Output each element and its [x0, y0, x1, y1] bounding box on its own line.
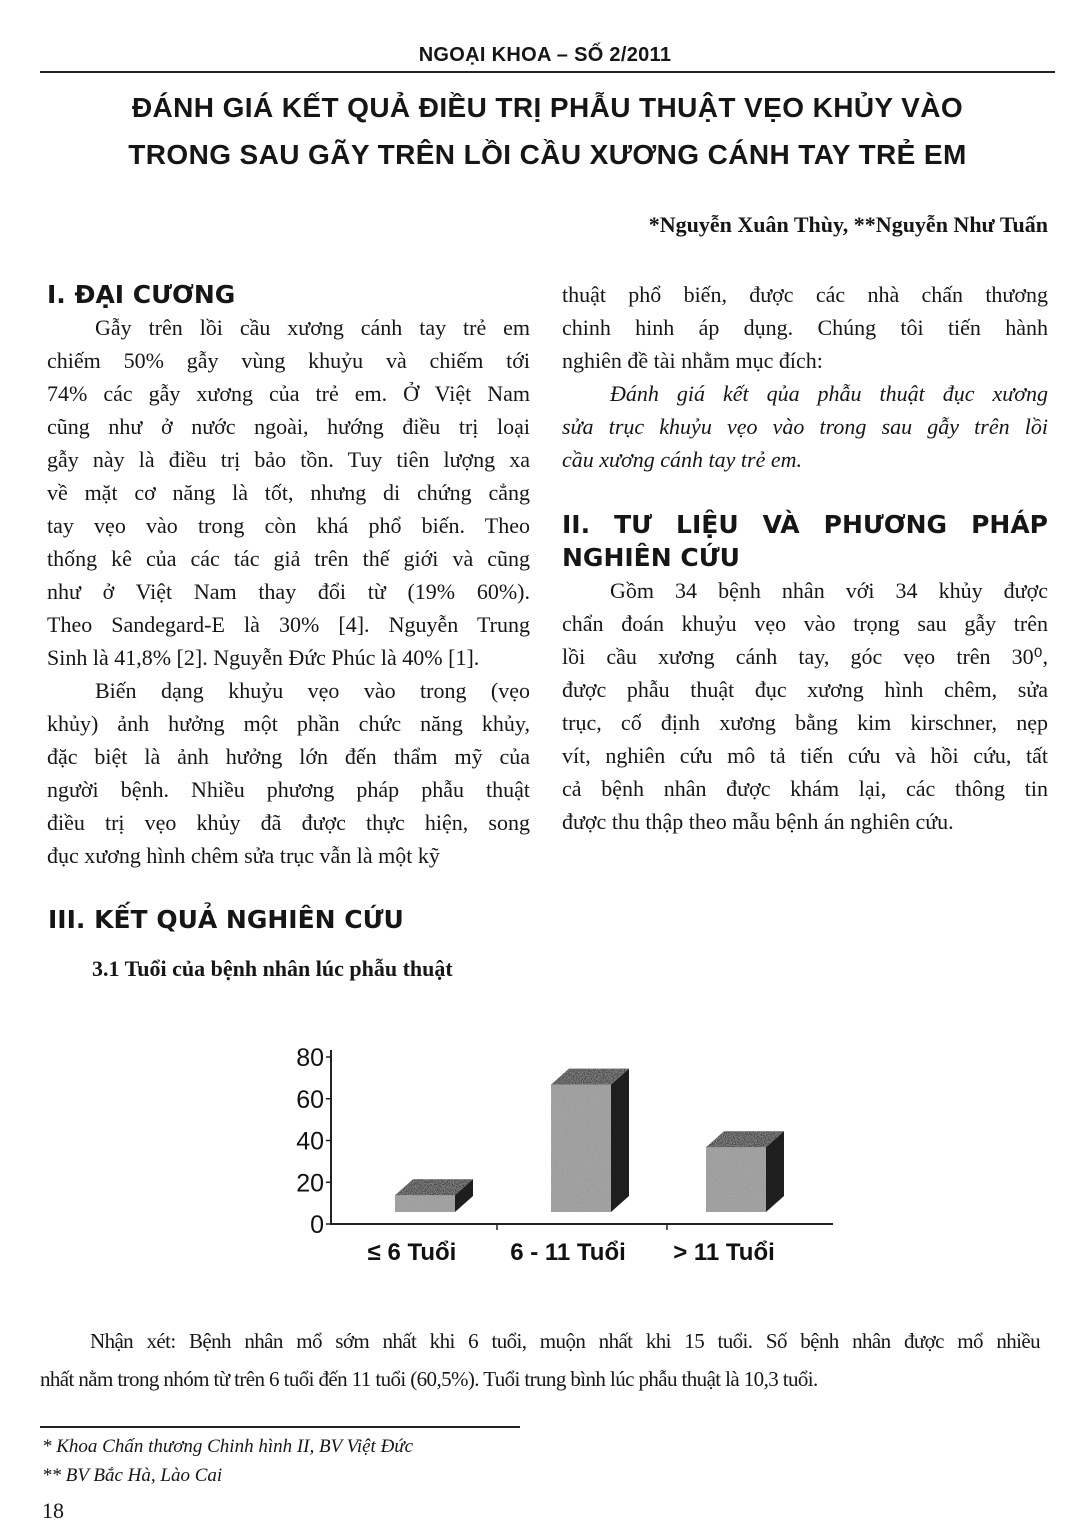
text-line: đục xương hình chêm sửa trục vẫn là một kỹ — [47, 843, 440, 868]
text-line: cả bệnh nhân được khám lại, các thông tin — [562, 776, 1048, 801]
text-line: chiếm 50% gẫy vùng khuỷu và chiếm tới — [47, 348, 530, 373]
article-title-line-2: TRONG SAU GÃY TRÊN LỒI CẦU XƯƠNG CÁNH TAY TRẺ EM — [128, 139, 967, 170]
authors: *Nguyễn Xuân Thùy, **Nguyễn Như Tuấn — [648, 212, 1048, 237]
text-line: gẫy này là điều trị bảo tồn. Tuy tiên lượng xa — [47, 447, 530, 472]
text-line: lồi cầu xương cánh tay, góc vẹo trên 30⁰, — [562, 644, 1048, 669]
x-category-label: 6 - 11 Tuổi — [510, 1239, 626, 1266]
bar-front-face — [551, 1085, 611, 1212]
text-line: Gồm 34 bệnh nhân với 34 khủy được — [610, 578, 1048, 603]
text-line: người bệnh. Nhiều phương pháp phẫu thuật — [47, 777, 530, 802]
text-line: đặc biệt là ảnh hưởng lớn đến thẩm mỹ của — [47, 744, 530, 769]
text-line: trục, cố định xương bằng kim kirschner, nẹp — [562, 710, 1048, 735]
y-tick-label: 40 — [296, 1127, 324, 1156]
footnote-2: ** BV Bắc Hà, Lào Cai — [42, 1465, 223, 1486]
text-line: khủy) ảnh hưởng một phần chức năng khủy, — [47, 711, 530, 736]
x-category-label: ≤ 6 Tuổi — [367, 1239, 457, 1266]
footnote-rule — [40, 1426, 520, 1428]
remark-line: Nhận xét: Bệnh nhân mổ sớm nhất khi 6 tuổi, muộn nhất khi 15 tuổi. Số bệnh nhân được mổ nhiều — [90, 1329, 1040, 1353]
text-line: điều trị vẹo khủy đã được thực hiện, song — [47, 810, 530, 835]
running-head: NGOẠI KHOA – SỐ 2/2011 — [418, 44, 672, 66]
text-line: thống kê của các tác giả trên thế giới và cũng — [47, 546, 530, 571]
text-line: được phẫu thuật đục xương hình chêm, sửa — [562, 677, 1048, 702]
page-number: 18 — [42, 1498, 64, 1523]
text-line: sửa trục khuỷu vẹo vào trong sau gẫy trên lồi — [562, 414, 1048, 439]
article-title-line-1: ĐÁNH GIÁ KẾT QUẢ ĐIỀU TRỊ PHẪU THUẬT VẸO KHỦY VÀO — [131, 92, 964, 123]
text-line: nghiên đề tài nhằm mục đích: — [562, 348, 823, 373]
text-line: chinh hinh áp dụng. Chúng tôi tiến hành — [562, 315, 1048, 340]
text-line: được thu thập theo mẫu bệnh án nghiên cứu. — [562, 809, 954, 834]
text-line: chẩn đoán khuỷu vẹo vào trọng sau gẫy trên — [562, 611, 1048, 636]
bar — [395, 1179, 473, 1212]
y-tick-label: 60 — [296, 1085, 324, 1114]
section-heading-3: III. KẾT QUẢ NGHIÊN CỨU — [48, 905, 404, 934]
y-tick-label: 80 — [296, 1044, 324, 1072]
remark-line: nhất nằm trong nhóm từ trên 6 tuổi đến 11 tuổi (60,5%). Tuổi trung bình lúc phẫu thuật là 10,3 tuổi. — [40, 1367, 818, 1391]
section-heading-2-line-1: II. TƯ LIỆU VÀ PHƯƠNG PHÁP — [562, 510, 1048, 539]
text-line: vít, nghiên cứu mô tả tiến cứu và hồi cứu, tất — [562, 743, 1048, 768]
text-line: cũng như ở nước ngoài, hướng điều trị loại — [47, 414, 530, 439]
text-line: Đánh giá kết qủa phẫu thuật đục xương — [610, 381, 1048, 406]
section-heading-1: I. ĐẠI CƯƠNG — [47, 280, 236, 309]
text-line: Theo Sandegard-E là 30% [4]. Nguyễn Trung — [47, 612, 530, 637]
y-tick-label: 20 — [296, 1169, 324, 1198]
y-tick-label: 0 — [310, 1211, 324, 1239]
section-heading-2-line-2: NGHIÊN CỨU — [562, 543, 740, 572]
text-line: Biến dạng khuỷu vẹo vào trong (vẹo — [95, 678, 530, 703]
text-line: Gẫy trên lồi cầu xương cánh tay trẻ em — [95, 315, 530, 340]
bar-front-face — [395, 1195, 455, 1212]
text-line: Sinh là 41,8% [2]. Nguyễn Đức Phúc là 40% [1]. — [47, 645, 480, 670]
x-category-label: > 11 Tuổi — [673, 1239, 775, 1266]
bar — [551, 1069, 629, 1212]
text-line: tay vẹo vào trong còn khá phổ biến. Theo — [47, 513, 530, 538]
chart-remark — [40, 1322, 1040, 1398]
text-line: 74% các gẫy xương của trẻ em. Ở Việt Nam — [47, 381, 530, 406]
text-line: như ở Việt Nam thay đổi từ (19% 60%). — [47, 579, 530, 604]
text-line: thuật phổ biến, được các nhà chấn thương — [562, 282, 1048, 307]
text-line: cầu xương cánh tay trẻ em. — [562, 447, 803, 472]
bar — [706, 1131, 784, 1212]
subsection-heading: 3.1 Tuổi của bệnh nhân lúc phẫu thuật — [92, 956, 453, 981]
bar-side-face — [611, 1069, 629, 1212]
footnote-1: * Khoa Chấn thương Chinh hình II, BV Việt Đức — [42, 1436, 414, 1457]
bar-front-face — [706, 1147, 766, 1212]
text-line: về mặt cơ năng là tốt, nhưng di chứng cẳng — [47, 480, 530, 505]
